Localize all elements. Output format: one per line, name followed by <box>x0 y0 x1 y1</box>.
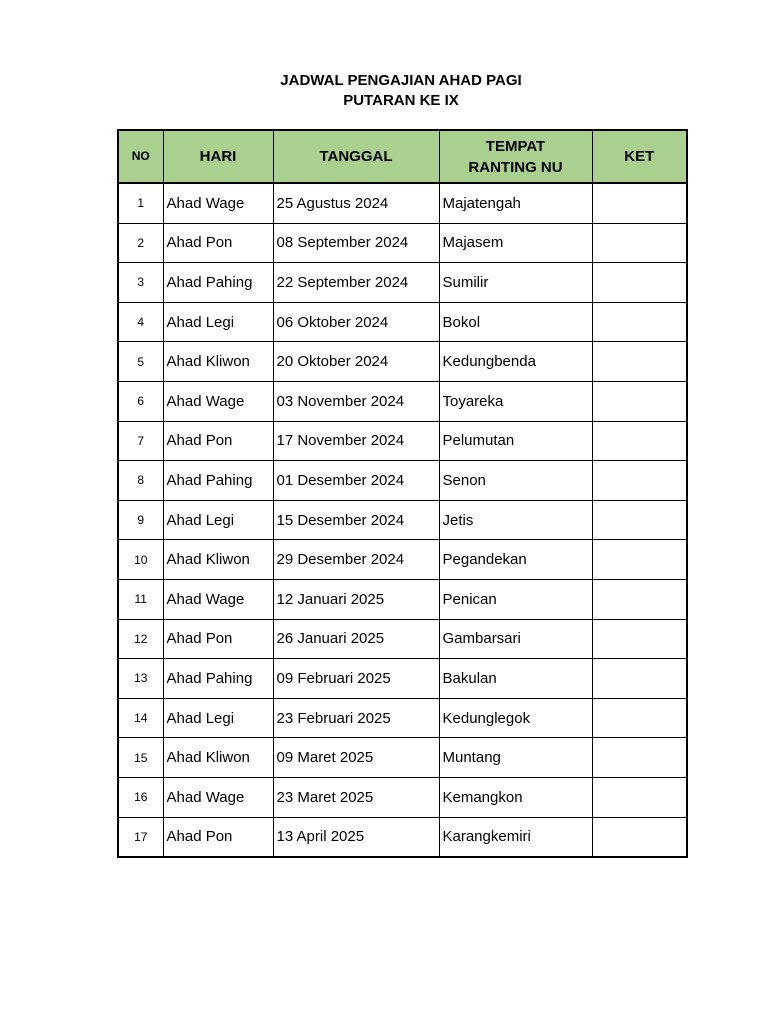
cell-tanggal: 09 Maret 2025 <box>273 738 439 778</box>
cell-tanggal: 15 Desember 2024 <box>273 500 439 540</box>
cell-tempat: Kedunglegok <box>439 698 592 738</box>
cell-tempat: Bakulan <box>439 659 592 699</box>
cell-tempat: Kemangkon <box>439 777 592 817</box>
cell-ket <box>592 579 687 619</box>
cell-ket <box>592 777 687 817</box>
cell-ket <box>592 223 687 263</box>
cell-tempat: Majatengah <box>439 183 592 223</box>
table-row <box>118 421 687 461</box>
cell-no: 11 <box>118 579 163 619</box>
header-ket: KET <box>592 130 687 183</box>
cell-hari: Ahad Legi <box>163 302 273 342</box>
cell-hari: Ahad Kliwon <box>163 342 273 382</box>
cell-hari: Ahad Pahing <box>163 659 273 699</box>
cell-hari: Ahad Wage <box>163 579 273 619</box>
table-row <box>118 263 687 303</box>
cell-ket <box>592 659 687 699</box>
cell-hari: Ahad Kliwon <box>163 540 273 580</box>
table-row <box>118 540 687 580</box>
cell-tempat: Toyareka <box>439 381 592 421</box>
table-row <box>118 302 687 342</box>
table-row <box>118 619 687 659</box>
cell-tempat: Pelumutan <box>439 421 592 461</box>
cell-tempat: Kedungbenda <box>439 342 592 382</box>
document-title <box>0 71 768 111</box>
cell-tempat: Gambarsari <box>439 619 592 659</box>
cell-ket <box>592 540 687 580</box>
cell-no: 15 <box>118 738 163 778</box>
table-row <box>118 381 687 421</box>
cell-ket <box>592 263 687 303</box>
cell-hari: Ahad Pon <box>163 421 273 461</box>
cell-tempat: Karangkemiri <box>439 817 592 857</box>
cell-tempat: Pegandekan <box>439 540 592 580</box>
cell-tempat: Bokol <box>439 302 592 342</box>
cell-no: 6 <box>118 381 163 421</box>
cell-no: 5 <box>118 342 163 382</box>
table-row <box>118 579 687 619</box>
cell-tanggal: 29 Desember 2024 <box>273 540 439 580</box>
cell-tempat: Muntang <box>439 738 592 778</box>
cell-hari: Ahad Wage <box>163 381 273 421</box>
cell-tanggal: 23 Maret 2025 <box>273 777 439 817</box>
cell-hari: Ahad Wage <box>163 777 273 817</box>
cell-hari: Ahad Pon <box>163 619 273 659</box>
cell-ket <box>592 302 687 342</box>
title-line-2: PUTARAN KE IX <box>343 92 459 109</box>
cell-no: 9 <box>118 500 163 540</box>
cell-hari: Ahad Pahing <box>163 461 273 501</box>
table-row <box>118 698 687 738</box>
cell-tanggal: 12 Januari 2025 <box>273 579 439 619</box>
table-header-row <box>118 130 687 183</box>
table-row <box>118 461 687 501</box>
cell-no: 12 <box>118 619 163 659</box>
header-no: NO <box>118 130 163 183</box>
header-tempat-line-2: RANTING NU <box>468 158 563 176</box>
cell-tanggal: 01 Desember 2024 <box>273 461 439 501</box>
header-hari: HARI <box>163 130 273 183</box>
cell-hari: Ahad Pahing <box>163 263 273 303</box>
cell-tempat: Senon <box>439 461 592 501</box>
cell-tanggal: 08 September 2024 <box>273 223 439 263</box>
cell-hari: Ahad Pon <box>163 817 273 857</box>
cell-ket <box>592 183 687 223</box>
cell-no: 8 <box>118 461 163 501</box>
title-line-1: JADWAL PENGAJIAN AHAD PAGI <box>280 72 522 89</box>
cell-tempat: Penican <box>439 579 592 619</box>
cell-tanggal: 22 September 2024 <box>273 263 439 303</box>
header-tanggal: TANGGAL <box>273 130 439 183</box>
cell-tanggal: 03 November 2024 <box>273 381 439 421</box>
table-row <box>118 500 687 540</box>
table-row <box>118 777 687 817</box>
cell-tanggal: 06 Oktober 2024 <box>273 302 439 342</box>
table-row <box>118 659 687 699</box>
cell-ket <box>592 738 687 778</box>
cell-tanggal: 25 Agustus 2024 <box>273 183 439 223</box>
cell-hari: Ahad Legi <box>163 698 273 738</box>
cell-no: 1 <box>118 183 163 223</box>
cell-tanggal: 09 Februari 2025 <box>273 659 439 699</box>
cell-no: 3 <box>118 263 163 303</box>
cell-hari: Ahad Wage <box>163 183 273 223</box>
cell-ket <box>592 817 687 857</box>
cell-no: 10 <box>118 540 163 580</box>
cell-no: 14 <box>118 698 163 738</box>
cell-ket <box>592 381 687 421</box>
cell-ket <box>592 421 687 461</box>
cell-no: 2 <box>118 223 163 263</box>
table-row <box>118 223 687 263</box>
cell-tempat: Majasem <box>439 223 592 263</box>
cell-ket <box>592 619 687 659</box>
cell-tempat: Sumilir <box>439 263 592 303</box>
cell-tanggal: 17 November 2024 <box>273 421 439 461</box>
cell-hari: Ahad Pon <box>163 223 273 263</box>
cell-ket <box>592 500 687 540</box>
table-row <box>118 817 687 857</box>
cell-no: 17 <box>118 817 163 857</box>
cell-tanggal: 13 April 2025 <box>273 817 439 857</box>
cell-no: 7 <box>118 421 163 461</box>
cell-tanggal: 20 Oktober 2024 <box>273 342 439 382</box>
table-row <box>118 342 687 382</box>
header-tempat-line-1: TEMPAT <box>485 137 546 155</box>
cell-no: 4 <box>118 302 163 342</box>
cell-hari: Ahad Legi <box>163 500 273 540</box>
header-tempat <box>439 130 592 183</box>
cell-hari: Ahad Kliwon <box>163 738 273 778</box>
cell-tanggal: 26 Januari 2025 <box>273 619 439 659</box>
table-body <box>118 183 687 857</box>
table-row <box>118 183 687 223</box>
cell-ket <box>592 342 687 382</box>
cell-ket <box>592 698 687 738</box>
cell-tanggal: 23 Februari 2025 <box>273 698 439 738</box>
cell-no: 16 <box>118 777 163 817</box>
cell-tempat: Jetis <box>439 500 592 540</box>
cell-no: 13 <box>118 659 163 699</box>
table-row <box>118 738 687 778</box>
schedule-table <box>117 129 688 858</box>
cell-ket <box>592 461 687 501</box>
